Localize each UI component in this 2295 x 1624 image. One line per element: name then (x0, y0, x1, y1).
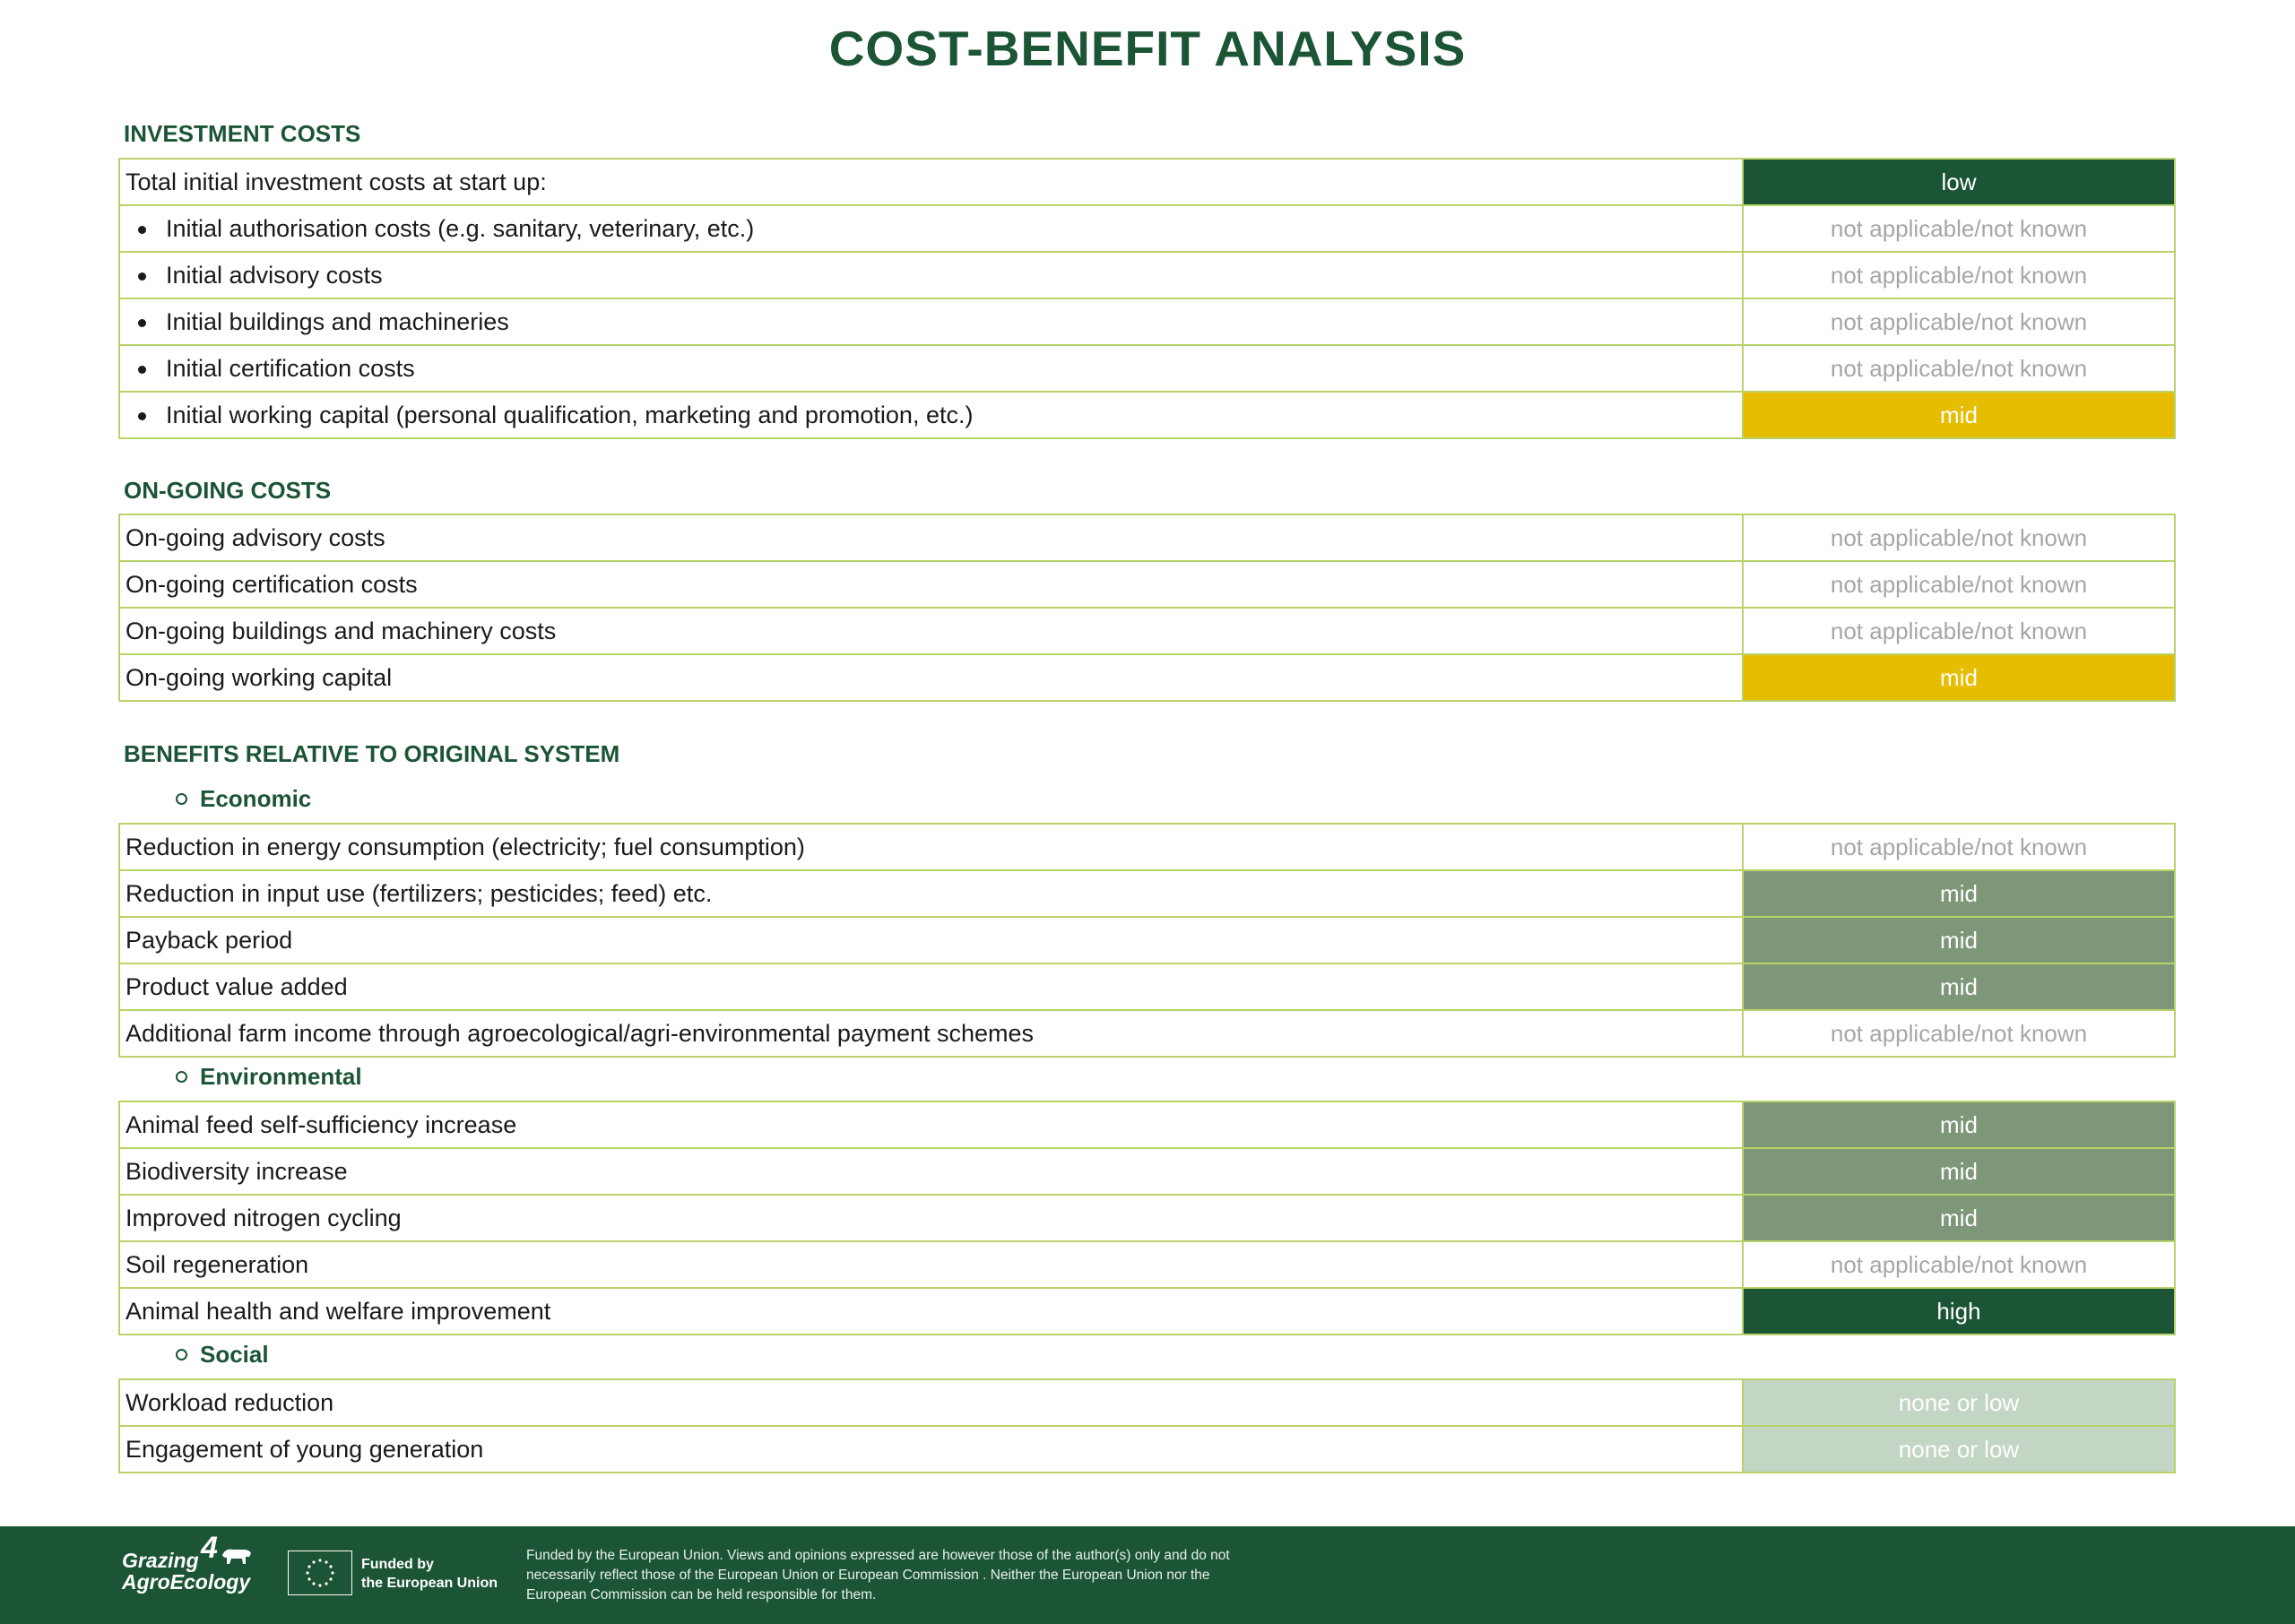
ongoing-costs-table (118, 514, 2176, 702)
table-row (119, 1379, 2175, 1426)
eu-line-2: the European Union (361, 1576, 498, 1591)
row-label: On-going certification costs (119, 561, 1743, 608)
row-label: Payback period (119, 917, 1743, 963)
funded-by-eu-label (361, 1555, 498, 1593)
ongoing-costs-heading: ON-GOING COSTS (124, 477, 332, 504)
bullet-icon (138, 366, 146, 374)
circle-bullet-icon (176, 1349, 187, 1361)
table-row (119, 561, 2175, 608)
logo-number: 4 (201, 1531, 218, 1565)
table-row (119, 205, 2175, 252)
rating-cell: none or low (1743, 1379, 2175, 1426)
row-label: Engagement of young generation (119, 1426, 1743, 1473)
eu-disclaimer: Funded by the European Union. Views and opinions expressed are however those of the author(s) only and do not necessarily reflect those of the European Union or European Commission . Neither the European Union nor the European Commission can be held responsible for them. (526, 1548, 1230, 1602)
eu-line-1: Funded by (361, 1557, 434, 1572)
rating-cell: mid (1743, 963, 2175, 1010)
table-row (119, 392, 2175, 438)
bullet-icon (138, 226, 146, 234)
row-label: Initial advisory costs (166, 261, 383, 289)
rating-cell: mid (1743, 1101, 2175, 1148)
row-label: Workload reduction (119, 1379, 1743, 1426)
subheading-label: Economic (200, 785, 312, 812)
row-label: Total initial investment costs at start up: (119, 159, 1743, 205)
table-row (119, 345, 2175, 392)
row-label: On-going working capital (119, 654, 1743, 701)
row-label: Animal feed self-sufficiency increase (119, 1101, 1743, 1148)
social-subheading (176, 1341, 269, 1369)
row-label: Improved nitrogen cycling (119, 1195, 1743, 1241)
table-row (119, 963, 2175, 1010)
rating-cell: mid (1743, 654, 2175, 701)
grazing-agroecology-logo (122, 1531, 251, 1594)
bullet-icon (138, 412, 146, 420)
rating-cell: low (1743, 159, 2175, 205)
rating-cell: not applicable/not known (1743, 1241, 2175, 1288)
row-label: On-going advisory costs (119, 514, 1743, 561)
row-label: Initial buildings and machineries (166, 307, 509, 335)
row-label: Biodiversity increase (119, 1148, 1743, 1195)
rating-cell: mid (1743, 392, 2175, 438)
row-label: Reduction in input use (fertilizers; pesticides; feed) etc. (119, 870, 1743, 917)
row-label: Initial certification costs (166, 354, 415, 382)
table-row (119, 1426, 2175, 1473)
rating-cell: mid (1743, 1195, 2175, 1241)
rating-cell: not applicable/not known (1743, 345, 2175, 392)
rating-cell: not applicable/not known (1743, 514, 2175, 561)
eu-flag-icon (288, 1551, 352, 1595)
table-row (119, 159, 2175, 205)
subheading-label: Environmental (200, 1063, 362, 1090)
rating-cell: mid (1743, 870, 2175, 917)
table-row (119, 1195, 2175, 1241)
row-label: Initial authorisation costs (e.g. sanitary, veterinary, etc.) (166, 214, 755, 242)
row-label: Additional farm income through agroecological/agri-environmental payment schemes (119, 1010, 1743, 1057)
rating-cell: mid (1743, 917, 2175, 963)
rating-cell: not applicable/not known (1743, 252, 2175, 298)
table-row (119, 252, 2175, 298)
rating-cell: mid (1743, 1148, 2175, 1195)
table-row (119, 1148, 2175, 1195)
investment-costs-heading: INVESTMENT COSTS (124, 120, 361, 147)
economic-benefits-table (118, 823, 2176, 1058)
rating-cell: high (1743, 1288, 2175, 1335)
rating-cell: not applicable/not known (1743, 561, 2175, 608)
table-row (119, 1010, 2175, 1057)
bullet-icon (138, 319, 146, 327)
row-label: On-going buildings and machinery costs (119, 608, 1743, 654)
rating-cell: not applicable/not known (1743, 1010, 2175, 1057)
row-label: Reduction in energy consumption (electricity; fuel consumption) (119, 824, 1743, 870)
rating-cell: not applicable/not known (1743, 298, 2175, 345)
table-row (119, 1101, 2175, 1148)
table-row (119, 608, 2175, 654)
row-label: Animal health and welfare improvement (119, 1288, 1743, 1335)
table-row (119, 1288, 2175, 1335)
environmental-benefits-table (118, 1101, 2176, 1335)
table-row (119, 514, 2175, 561)
footer (0, 1526, 2295, 1624)
table-row (119, 824, 2175, 870)
economic-subheading (176, 785, 311, 813)
benefits-heading: BENEFITS RELATIVE TO ORIGINAL SYSTEM (124, 740, 620, 767)
investment-costs-table (118, 158, 2176, 439)
circle-bullet-icon (176, 1071, 187, 1083)
table-row (119, 654, 2175, 701)
rating-cell: not applicable/not known (1743, 608, 2175, 654)
row-label: Soil regeneration (119, 1241, 1743, 1288)
subheading-label: Social (200, 1341, 269, 1368)
environmental-subheading (176, 1063, 362, 1091)
row-label: Initial working capital (personal qualification, marketing and promotion, etc.) (166, 401, 974, 428)
circle-bullet-icon (176, 793, 187, 805)
social-benefits-table (118, 1378, 2176, 1473)
table-row (119, 917, 2175, 963)
cow-icon (219, 1544, 253, 1569)
bullet-icon (138, 272, 146, 281)
logo-line-1: Grazing (122, 1549, 199, 1572)
table-row (119, 870, 2175, 917)
page-title: COST-BENEFIT ANALYSIS (828, 21, 1467, 76)
rating-cell: none or low (1743, 1426, 2175, 1473)
table-row (119, 1241, 2175, 1288)
table-row (119, 298, 2175, 345)
logo-line-2: AgroEcology (122, 1570, 251, 1594)
rating-cell: not applicable/not known (1743, 824, 2175, 870)
row-label: Product value added (119, 963, 1743, 1010)
rating-cell: not applicable/not known (1743, 205, 2175, 252)
